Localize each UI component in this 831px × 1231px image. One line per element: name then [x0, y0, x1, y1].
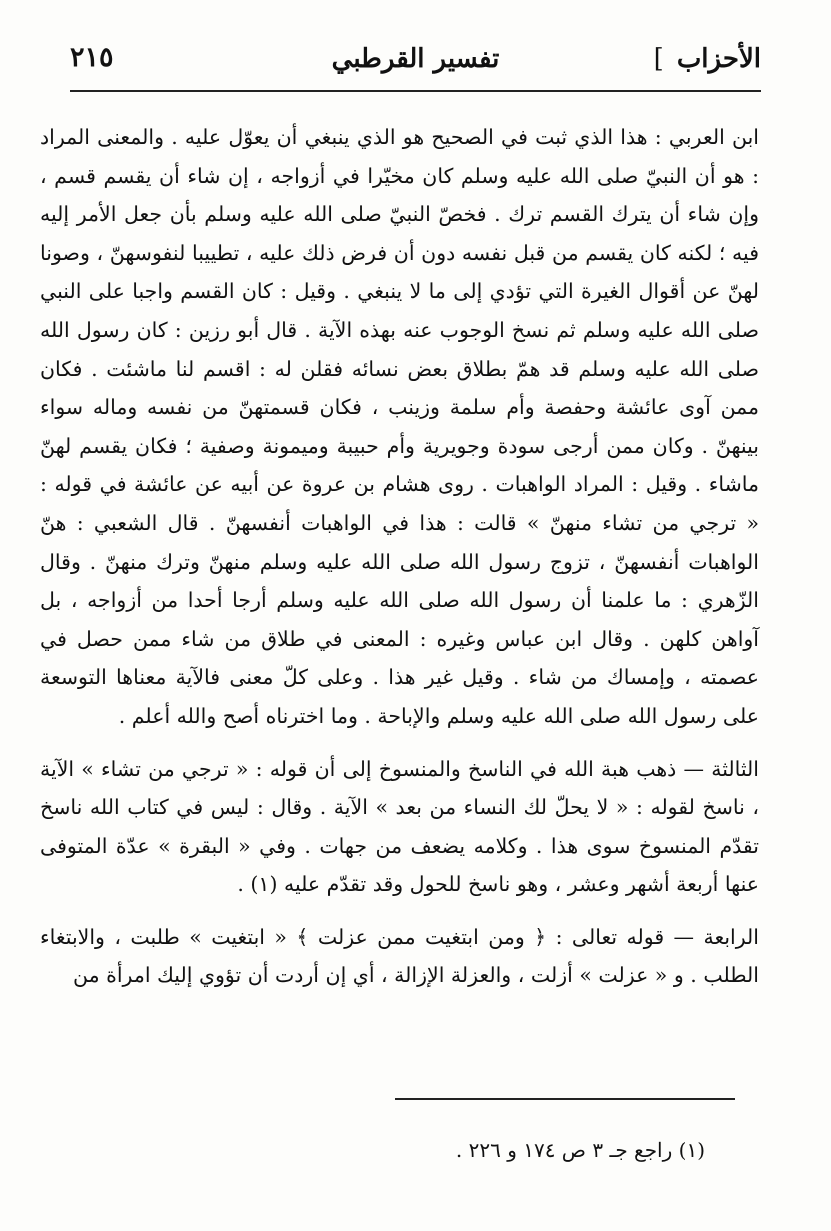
paragraph: الرابعة — قوله تعالى : ﴿ ومن ابتغيت ممن عزلت ﴾ « ابتغيت » طلبت ، والابتغاء الطلب . و « عزلت » أزلت ، والعزلة الإزالة ، أي إن أردت أن تؤوي إليك امرأة من [40, 924, 759, 988]
header-rule [70, 90, 761, 92]
paragraph: ابن العربي : هذا الذي ثبت في الصحيح هو الذي ينبغي أن يعوّل عليه . والمعنى المراد : هو أن النبيّ صلى الله عليه وسلم كان مخيّرا في أزواجه ، إن شاء أن يقسم قسم ، وإن شاء أن يترك القسم ترك . فخصّ النبيّ صلى الله عليه وسلم بأن جعل الأمر إليه فيه ؛ لكنه كان يقسم من قبل نفسه دون أن فرض ذلك عليه ، تطييبا لنفوسهنّ ، وصونا لهنّ عن أقوال الغيرة التي تؤدي إلى ما لا ينبغي . وقيل : كان القسم واجبا على النبي صلى الله عليه وسلم ثم نسخ الوجوب عنه بهذه الآية . قال أبو رزين : كان رسول الله صلى الله عليه وسلم قد همّ بطلاق بعض نسائه فقلن له : اقسم لنا ماشئت . فكان ممن آوى عائشة وحفصة وأم سلمة وزينب ، فكان قسمتهنّ من نفسه وماله سواء بينهنّ . وكان ممن أرجى سودة وجويرية وأم حبيبة وميمونة وصفية ؛ فكان يقسم لهنّ ماشاء . وقيل : المراد الواهبات . روى هشام بن عروة عن أبيه عن عائشة في قوله : « ترجي من تشاء منهنّ » قالت : هذا في الواهبات أنفسهنّ . قال الشعبي : هنّ الواهبات أنفسهنّ ، تزوج رسول الله صلى الله عليه وسلم منهنّ وترك منهنّ . وقال الزّهري : ما علمنا أن رسول الله صلى الله عليه وسلم أرجا أحدا من أزواجه ، بل آواهن كلهن . وقال ابن عباس وغيره : المعنى في طلاق من شاء ممن حصل في عصمته ، وإمساك من شاء . وقيل غير هذا . وعلى كلّ معنى فالآية معناها التوسعة على رسول الله صلى الله عليه وسلم والإباحة . وما اخترناه أصح والله أعلم . [40, 125, 760, 728]
running-header [70, 38, 761, 82]
surah-label: الأحزاب [676, 44, 761, 74]
page-number: ٢١٥ [70, 42, 114, 73]
footnote: (١) راجع جـ ٣ ص ١٧٤ و ٢٢٦ . [455, 1138, 705, 1162]
header-bracket: ] [653, 44, 664, 74]
paragraph: الثالثة — ذهب هبة الله في الناسخ والمنسوخ إلى أن قوله : « ترجي من تشاء » الآية ، ناسخ لقوله : « لا يحلّ لك النساء من بعد » الآية . وقال : ليس في كتاب الله ناسخ تقدّم المنسوخ سوى هذا . وكلامه يضعف من جهات . وفي « البقرة » عدّة المتوفى عنها أربعة أشهر وعشر ، وهو ناسخ للحول وقد تقدّم عليه (١) . [40, 756, 759, 897]
book-title: تفسير القرطبي [331, 44, 500, 74]
footnote-rule [395, 1098, 735, 1100]
main-text [40, 118, 759, 995]
